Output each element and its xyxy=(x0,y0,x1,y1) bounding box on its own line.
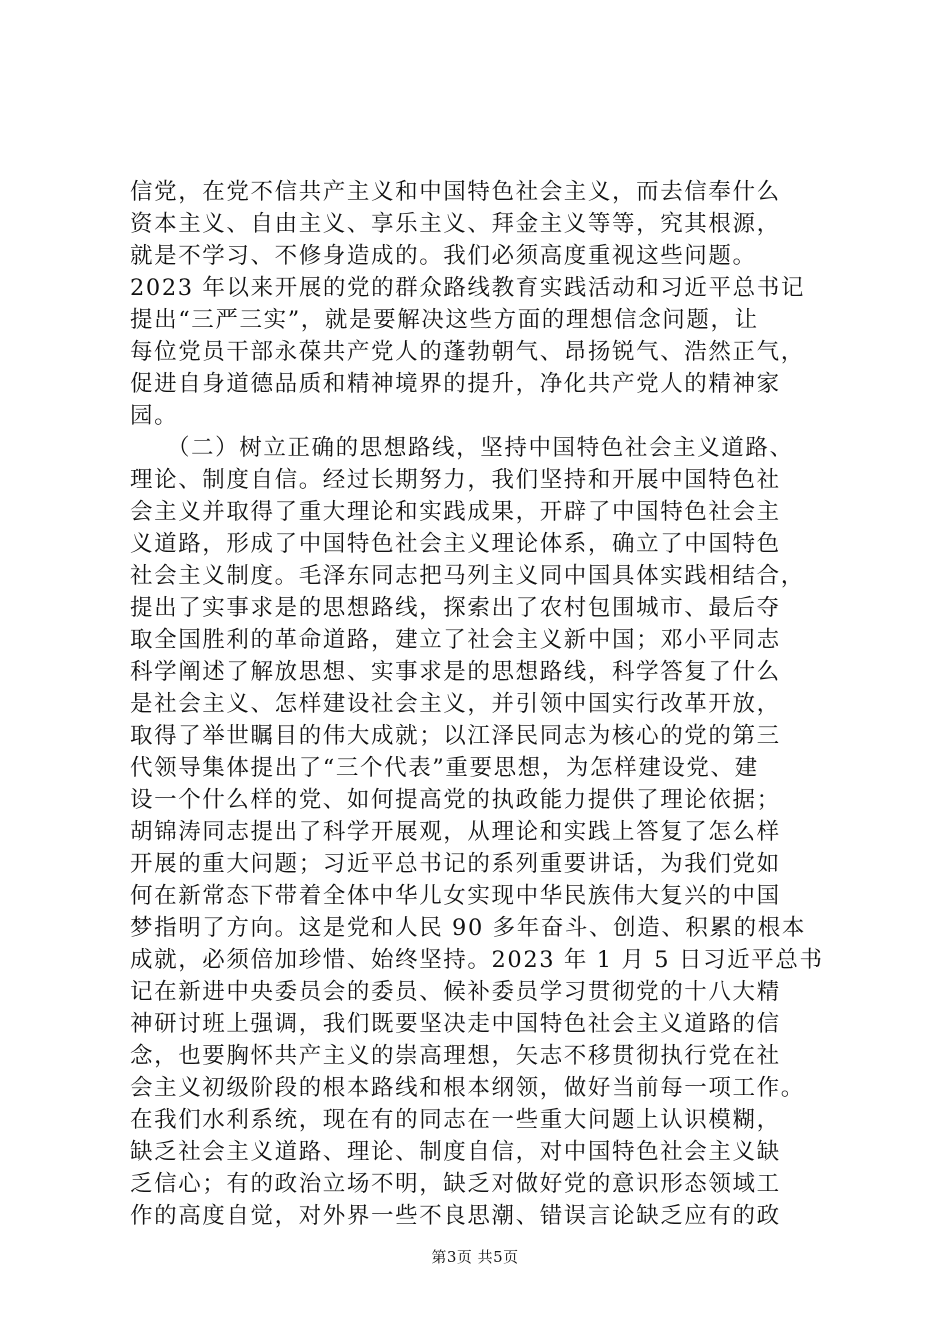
text-line: 记在新进中央委员会的委员、候补委员学习贯彻党的十八大精 xyxy=(130,979,781,1005)
text-line: 会主义并取得了重大理论和实践成果，开辟了中国特色社会主 xyxy=(130,499,781,525)
text-line: 乏信心；有的政治立场不明，缺乏对做好党的意识形态领域工 xyxy=(130,1171,781,1197)
text-line: 社会主义制度。毛泽东同志把马列主义同中国具体实践相结合， xyxy=(130,563,805,589)
text-line: 2023 年以来开展的党的群众路线教育实践活动和习近平总书记 xyxy=(130,275,805,301)
text-line: 每位党员干部永葆共产党人的蓬勃朝气、昂扬锐气、浩然正气， xyxy=(130,339,805,365)
text-line: 取得了举世瞩目的伟大成就；以江泽民同志为核心的党的第三 xyxy=(130,723,781,749)
text-line: 是社会主义、怎样建设社会主义，并引领中国实行改革开放， xyxy=(130,691,781,717)
text-line: 科学阐述了解放思想、实事求是的思想路线，科学答复了什么 xyxy=(130,659,781,685)
text-line: 会主义初级阶段的根本路线和根本纲领，做好当前每一项工作。 xyxy=(130,1075,805,1101)
text-line: 取全国胜利的革命道路，建立了社会主义新中国；邓小平同志 xyxy=(130,627,781,653)
text-line: 在我们水利系统，现在有的同志在一些重大问题上认识模糊， xyxy=(130,1107,781,1133)
page-footer: 第3页 共5页 xyxy=(431,1248,519,1266)
text-line: 作的高度自觉，对外界一些不良思潮、错误言论缺乏应有的政 xyxy=(130,1203,781,1229)
text-line: 开展的重大问题；习近平总书记的系列重要讲话，为我们党如 xyxy=(130,851,781,877)
text-line: 成就，必须倍加珍惜、始终坚持。2023 年 1 月 5 日习近平总书 xyxy=(130,947,824,973)
text-line: 何在新常态下带着全体中华儿女实现中华民族伟大复兴的中国 xyxy=(130,883,781,909)
text-line: （二）树立正确的思想路线，坚持中国特色社会主义道路、 xyxy=(130,435,794,461)
text-line: 胡锦涛同志提出了科学开展观，从理论和实践上答复了怎么样 xyxy=(130,819,781,845)
text-line: 促进自身道德品质和精神境界的提升，净化共产党人的精神家 xyxy=(130,371,781,397)
text-line: 园。 xyxy=(130,403,179,429)
text-line: 信党，在党不信共产主义和中国特色社会主义，而去信奉什么 xyxy=(130,179,781,205)
text-line: 义道路，形成了中国特色社会主义理论体系，确立了中国特色 xyxy=(130,531,781,557)
text-line: 代领导集体提出了“三个代表”重要思想，为怎样建设党、建 xyxy=(130,755,759,781)
text-line: 就是不学习、不修身造成的。我们必须高度重视这些问题。 xyxy=(130,243,757,269)
text-line: 提出了实事求是的思想路线，探索出了农村包围城市、最后夺 xyxy=(130,595,781,621)
text-line: 提出“三严三实”，就是要解决这些方面的理想信念问题，让 xyxy=(130,307,759,333)
text-line: 神研讨班上强调，我们既要坚决走中国特色社会主义道路的信 xyxy=(130,1011,781,1037)
body-text xyxy=(130,176,860,1232)
text-line: 理论、制度自信。经过长期努力，我们坚持和开展中国特色社 xyxy=(130,467,781,493)
text-line: 念，也要胸怀共产主义的崇高理想，矢志不移贯彻执行党在社 xyxy=(130,1043,781,1069)
text-line: 缺乏社会主义道路、理论、制度自信，对中国特色社会主义缺 xyxy=(130,1139,781,1165)
text-line: 资本主义、自由主义、享乐主义、拜金主义等等，究其根源， xyxy=(130,211,781,237)
text-line: 梦指明了方向。这是党和人民 90 多年奋斗、创造、积累的根本 xyxy=(130,915,806,941)
text-line: 设一个什么样的党、如何提高党的执政能力提供了理论依据； xyxy=(130,787,781,813)
